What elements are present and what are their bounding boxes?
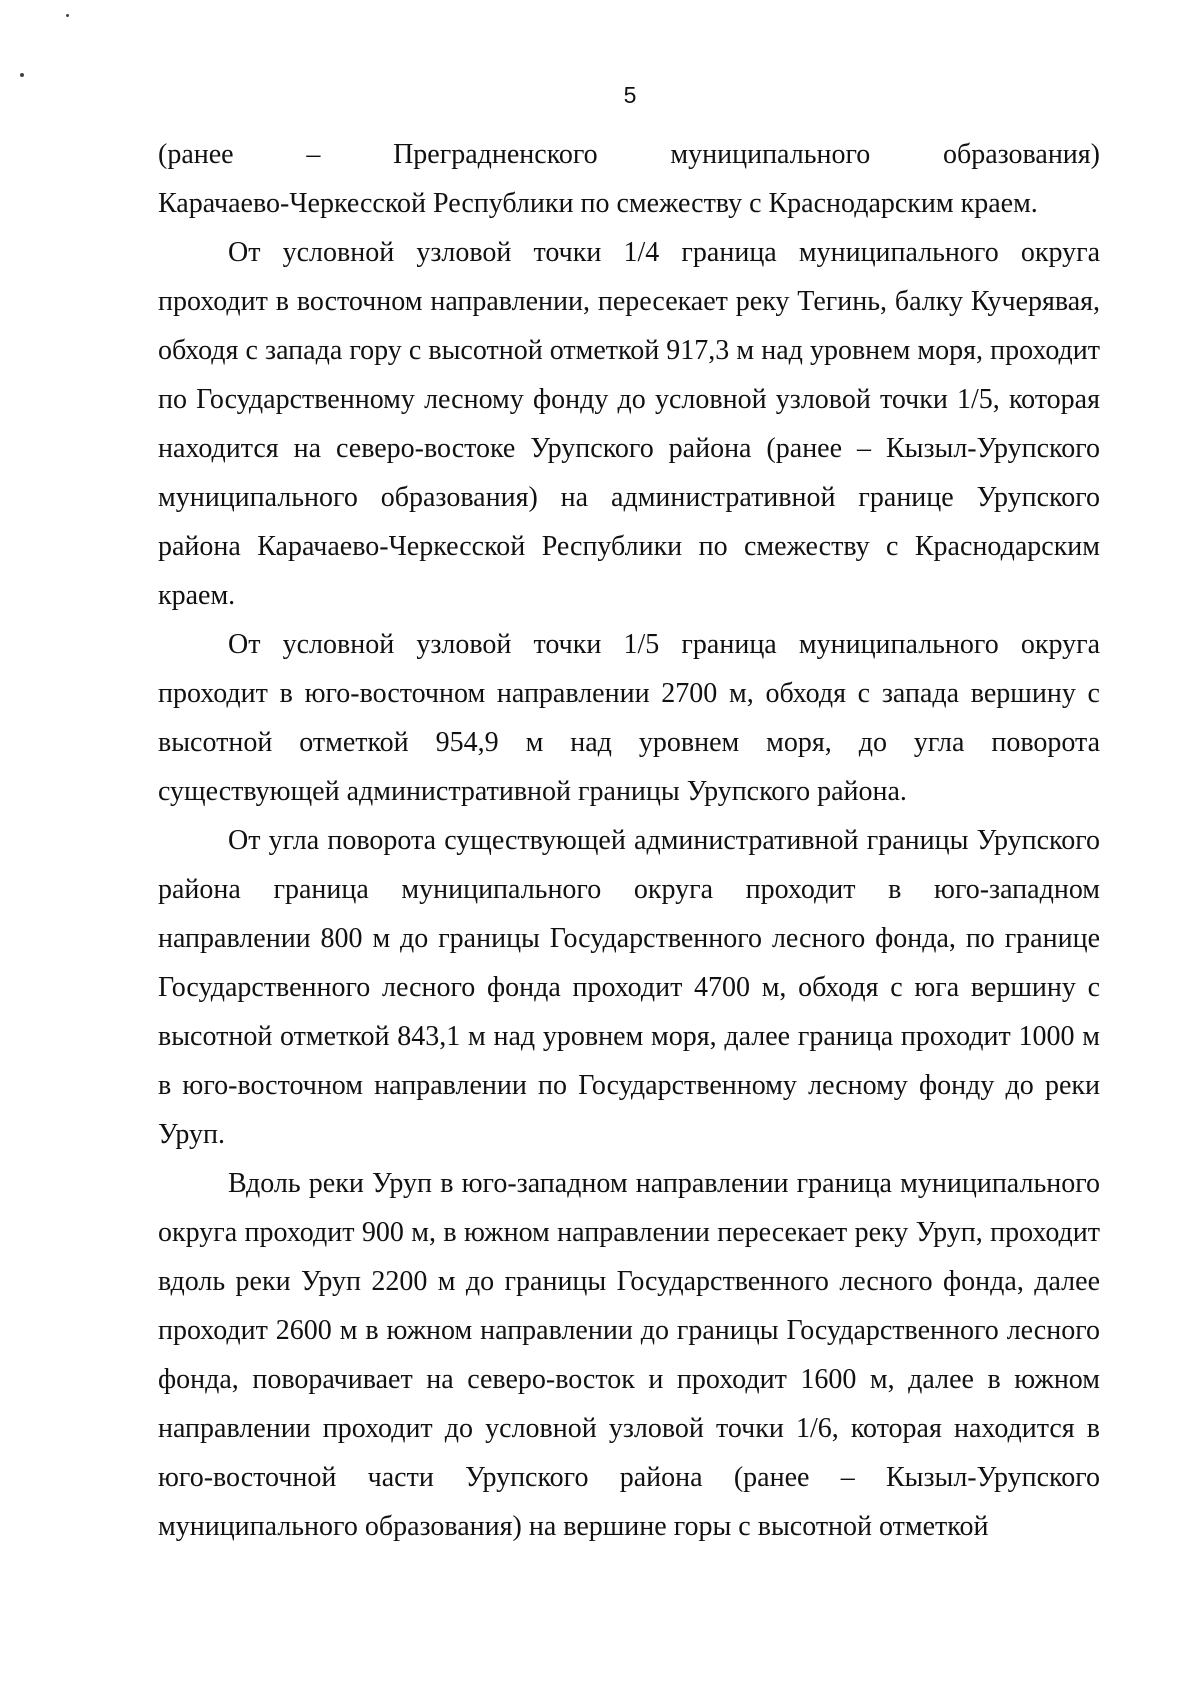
- text-line: обходя с запада гору с высотной отметкой 917,3 м над уровнем моря, проходит: [158, 335, 1100, 366]
- text-line: Государственного лесного фонда проходит 4700 м, обходя с юга вершину с: [158, 972, 1100, 1003]
- text-line: направлении 800 м до границы Государственного лесного фонда, по границе: [158, 923, 1100, 954]
- text-line: высотной отметкой 954,9 м над уровнем моря, до угла поворота: [158, 727, 1100, 758]
- paragraph: [158, 130, 1100, 228]
- text-line: района Карачаево-Черкесской Республики по смежеству с Краснодарским: [158, 531, 1100, 562]
- scan-speck: [66, 14, 69, 17]
- text-line: От условной узловой точки 1/5 граница муниципального округа: [228, 629, 1100, 660]
- page-number: 5: [623, 82, 637, 108]
- text-line: проходит 2600 м в южном направлении до границы Государственного лесного: [158, 1315, 1100, 1346]
- text-line: округа проходит 900 м, в южном направлении пересекает реку Уруп, проходит: [158, 1217, 1100, 1248]
- text-line: района граница муниципального округа проходит в юго-западном: [158, 874, 1100, 905]
- text-line: в юго-восточном направлении по Государственному лесному фонду до реки: [158, 1070, 1100, 1101]
- text-line: Вдоль реки Уруп в юго-западном направлении граница муниципального: [228, 1168, 1100, 1199]
- text-line: вдоль реки Уруп 2200 м до границы Государственного лесного фонда, далее: [158, 1266, 1100, 1297]
- paragraph: [158, 816, 1100, 1159]
- document-body: [158, 130, 1100, 1551]
- text-line: Уруп.: [158, 1119, 225, 1150]
- scan-speck: [20, 73, 24, 77]
- text-line: краем.: [158, 580, 236, 611]
- text-line: От условной узловой точки 1/4 граница муниципального округа: [228, 237, 1100, 268]
- paragraph: [158, 1159, 1100, 1551]
- paragraph: [158, 228, 1100, 620]
- text-line: фонда, поворачивает на северо-восток и проходит 1600 м, далее в южном: [158, 1364, 1100, 1395]
- text-line: (ранее – Преградненского муниципального образования): [158, 139, 1100, 170]
- text-line: по Государственному лесному фонду до условной узловой точки 1/5, которая: [158, 384, 1100, 415]
- text-line: проходит в восточном направлении, пересекает реку Тегинь, балку Кучерявая,: [158, 286, 1100, 317]
- text-line: муниципального образования) на вершине горы с высотной отметкой: [158, 1511, 989, 1542]
- text-line: Карачаево-Черкесской Республики по смежеству с Краснодарским краем.: [158, 188, 1038, 219]
- paragraph: [158, 620, 1100, 816]
- text-line: муниципального образования) на административной границе Урупского: [158, 482, 1100, 513]
- text-line: От угла поворота существующей административной границы Урупского: [228, 825, 1100, 856]
- text-line: проходит в юго-восточном направлении 2700 м, обходя с запада вершину с: [158, 678, 1100, 709]
- text-line: существующей административной границы Урупского района.: [158, 776, 907, 807]
- text-line: высотной отметкой 843,1 м над уровнем моря, далее граница проходит 1000 м: [158, 1021, 1100, 1052]
- text-line: направлении проходит до условной узловой точки 1/6, которая находится в: [158, 1413, 1100, 1444]
- text-line: юго-восточной части Урупского района (ранее – Кызыл-Урупского: [158, 1462, 1100, 1493]
- text-line: находится на северо-востоке Урупского района (ранее – Кызыл-Урупского: [158, 433, 1100, 464]
